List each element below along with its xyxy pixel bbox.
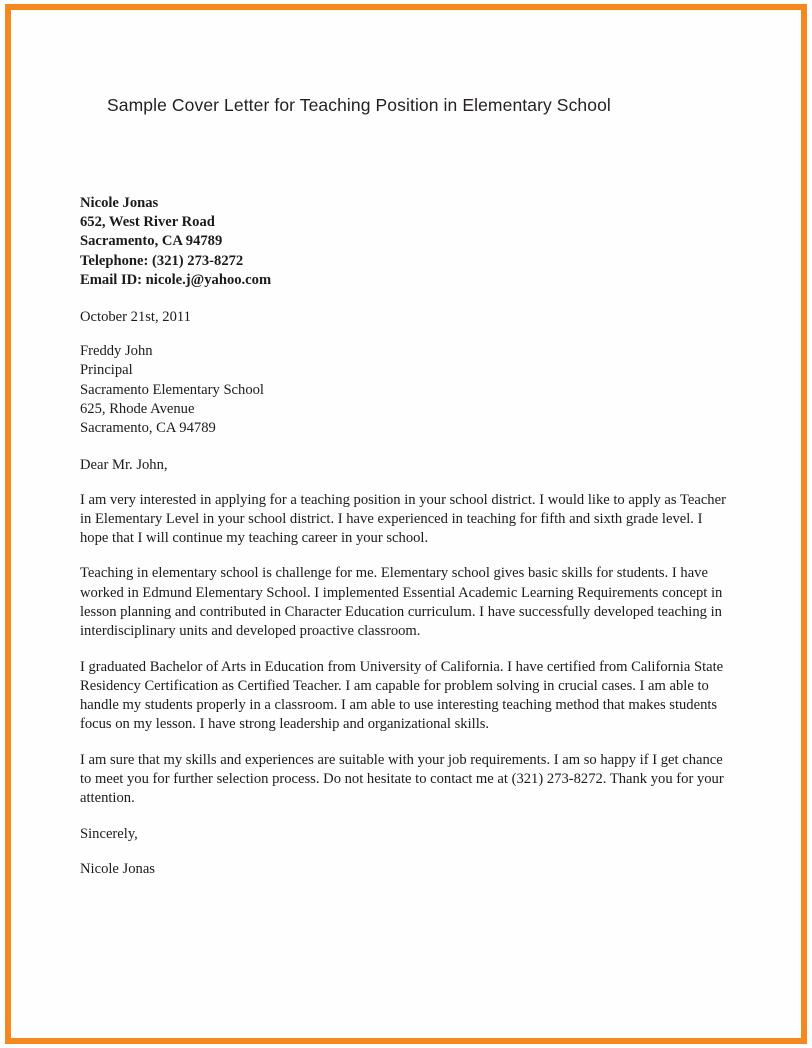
- sender-city-state-zip: Sacramento, CA 94789: [80, 233, 223, 250]
- recipient-street: 625, Rhode Avenue: [80, 400, 195, 417]
- sender-telephone: Telephone: (321) 273-8272: [80, 252, 244, 269]
- sender-street: 652, West River Road: [80, 214, 215, 231]
- body-paragraph: I am very interested in applying for a teaching position in your school district. I would like to apply as Teacher in Elementary Level in your school district. I have experienced in teaching for fifth and sixth grade level. I hope that I will continue my teaching career in your school.: [80, 491, 726, 547]
- closing-salutation: Sincerely,: [80, 825, 138, 842]
- sender-email: Email ID: nicole.j@yahoo.com: [80, 271, 272, 288]
- salutation: Dear Mr. John,: [80, 456, 168, 473]
- sender-address-block: [80, 194, 731, 290]
- letter-content: [80, 95, 731, 879]
- recipient-organization: Sacramento Elementary School: [80, 381, 264, 398]
- body-paragraph: I am sure that my skills and experiences are suitable with your job requirements. I am so happy if I get chance to meet you for further selection process. Do not hesitate to contact me at (321) 273-8272. Thank you for your attention.: [80, 751, 724, 807]
- body-paragraph: Teaching in elementary school is challenge for me. Elementary school gives basic skills for students. I have worked in Edmund Elementary School. I implemented Essential Academic Learning Requirements concept in lesson planning and contributed in Character Education curriculum. I have successfully developed teaching in interdisciplinary units and developed proactive classroom.: [80, 565, 723, 640]
- page-title: Sample Cover Letter for Teaching Position in Elementary School: [107, 95, 611, 115]
- paper-sheet: [11, 10, 801, 1038]
- title-spacer: [80, 116, 731, 194]
- signature-name: Nicole Jonas: [80, 860, 155, 877]
- sender-name: Nicole Jonas: [80, 195, 159, 211]
- letter-date: October 21st, 2011: [80, 309, 191, 326]
- recipient-name: Freddy John: [80, 343, 153, 360]
- recipient-city-state-zip: Sacramento, CA 94789: [80, 420, 216, 437]
- recipient-address-block: [80, 342, 731, 438]
- recipient-title: Principal: [80, 362, 133, 379]
- body-paragraph: I graduated Bachelor of Arts in Education from University of California. I have certified from California State Residency Certification as Certified Teacher. I am capable for problem solving in crucial cases. I am able to handle my students properly in a classroom. I am able to use interesting teaching method that makes students focus on my lesson. I have strong leadership and organizational skills.: [80, 658, 724, 733]
